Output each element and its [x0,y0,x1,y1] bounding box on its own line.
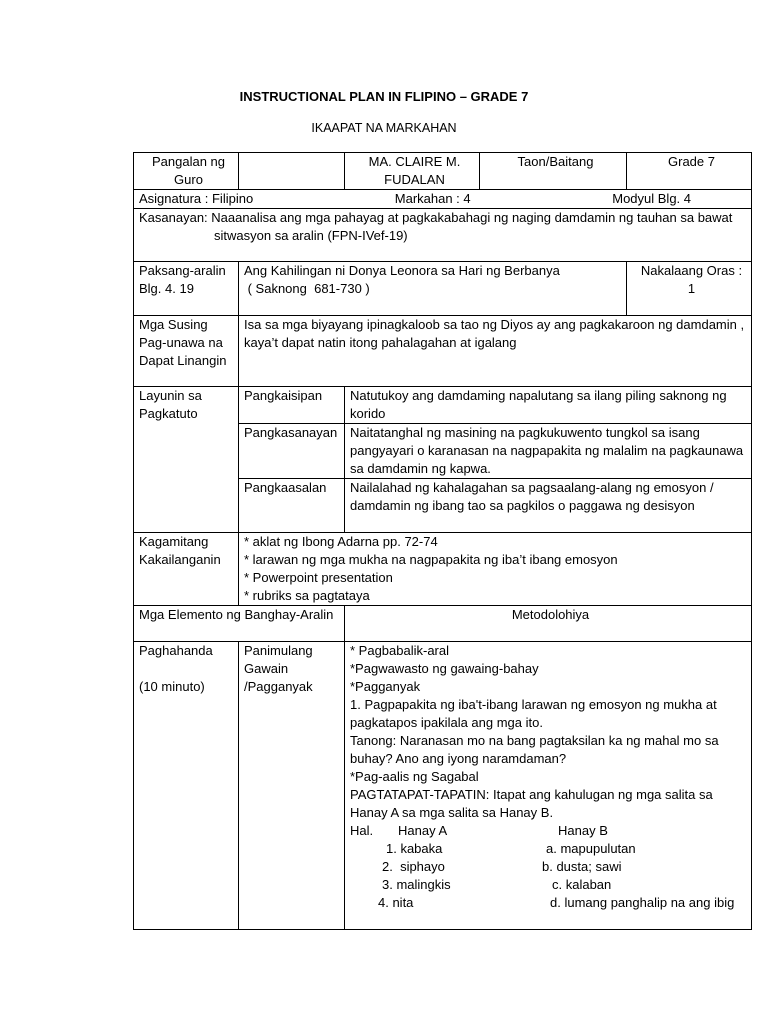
hanay-a-item: 2. siphayo [382,859,445,874]
competency-line1: Kasanayan: Naaanalisa ang mga pahayag at pagkakabahagi ng naging damdamin ng tauhan sa bawat [139,210,733,225]
hanay-b-item: d. lumang panghalip na ang ibig [550,895,735,910]
matching-pair [350,858,751,876]
objective-row [134,387,752,424]
subject-row [134,190,752,209]
hanay-a-item: 4. nita [378,895,414,910]
material-item: * Powerpoint presentation [244,570,393,585]
method-header-row [134,606,752,642]
preparation-activity: Panimulang Gawain /Pagganyak [239,642,345,930]
understanding-label: Mga Susing Pag-unawa na Dapat Linangin [134,316,239,387]
material-item: * aklat ng Ibong Adarna pp. 72-74 [244,534,438,549]
method-elements-label: Mga Elemento ng Banghay-Aralin [134,606,345,642]
objective-text: Naitatanghal ng masining na pagkukuwento tungkol sa isang pangyayari o karanasan na nagpapakita ng malalim na pagkaunawa sa damdamin ng kapwa. [345,424,752,479]
objective-domain: Pangkasanayan [239,424,345,479]
instructional-plan-table [133,152,752,930]
competency-row [134,209,752,262]
hanay-b-item: a. mapupulutan [546,841,636,856]
preparation-line: Tanong: Naranasan mo na bang pagtaksilan ka ng mahal mo sa buhay? Ano ang iyong naramdaman? [350,733,719,766]
subject-text: Asignatura : Filipino [139,191,254,206]
hal-label: Hal. [350,823,374,838]
preparation-row [134,642,752,930]
preparation-line: PAGTATAPAT-TAPATIN: Itapat ang kahulugan ng mga salita sa Hanay A sa mga salita sa Hanay B. [350,787,713,820]
matching-header [350,822,751,840]
method-title: Metodolohiya [345,606,752,642]
preparation-line: *Pag-aalis ng Sagabal [350,769,479,784]
topic-label: Paksang-aralin Blg. 4. 19 [134,262,239,316]
matching-pair [350,894,751,912]
objective-domain: Pangkaisipan [239,387,345,424]
teacher-name: MA. CLAIRE M. FUDALAN [345,153,480,190]
competency-line2: sitwasyon sa aralin (FPN-IVef-19) [214,228,408,243]
understanding-text: Isa sa mga biyayang ipinagkaloob sa tao ng Diyos ay ang pagkakaroon ng damdamin , kaya’t dapat natin itong pahalagahan at igalang [239,316,752,387]
quarter-text: Markahan : 4 [394,191,471,206]
page-title: INSTRUCTIONAL PLAN IN FLIPINO – GRADE 7 [239,89,529,104]
time-label: Nakalaang Oras : [640,263,743,278]
hanay-b-header: Hanay B [558,823,608,838]
teacher-label: Pangalan ng Guro [134,153,239,190]
hanay-b-item: c. kalaban [552,877,612,892]
teacher-blank-cell [239,153,345,190]
objective-text: Natutukoy ang damdaming napalutang sa ilang piling saknong ng korido [345,387,752,424]
topic-title: Ang Kahilingan ni Donya Leonora sa Hari ng Berbanya [244,263,560,278]
preparation-line: * Pagbabalik-aral [350,643,450,658]
grade-label: Taon/Baitang [480,153,627,190]
module-text: Modyul Blg. 4 [612,191,691,206]
topic-row [134,262,752,316]
preparation-line: *Pagganyak [350,679,421,694]
hanay-b-item: b. dusta; sawi [542,859,622,874]
objectives-label: Layunin sa Pagkatuto [134,387,239,533]
matching-pair [350,876,751,894]
time-value: 1 [687,281,696,296]
topic-stanza: ( Saknong 681-730 ) [244,281,370,296]
preparation-line: *Pagwawasto ng gawaing-bahay [350,661,539,676]
preparation-time: (10 minuto) [139,679,205,694]
grade-value: Grade 7 [627,153,752,190]
preparation-label: Paghahanda [139,643,213,658]
understanding-row [134,316,752,387]
preparation-line: 1. Pagpapakita ng iba't-ibang larawan ng emosyon ng mukha at pagkatapos ipakilala ang mga ito. [350,697,717,730]
materials-row [134,533,752,606]
page-subtitle: IKAAPAT NA MARKAHAN [311,121,457,135]
hanay-a-header: Hanay A [398,823,448,838]
subject-row-content [139,190,751,208]
hanay-a-item: 1. kabaka [386,841,443,856]
material-item: * rubriks sa pagtataya [244,588,370,603]
header-row [134,153,752,190]
spacer [139,660,238,678]
objective-text: Nailalahad ng kahalagahan sa pagsaalang-alang ng emosyon / damdamin ng ibang tao sa pagkilos o paggawa ng desisyon [345,479,752,533]
materials-label: Kagamitang Kakailanganin [134,533,239,606]
hanay-a-item: 3. malingkis [382,877,451,892]
matching-pair [350,840,751,858]
objective-domain: Pangkaasalan [239,479,345,533]
material-item: * larawan ng mga mukha na nagpapakita ng iba’t ibang emosyon [244,552,618,567]
